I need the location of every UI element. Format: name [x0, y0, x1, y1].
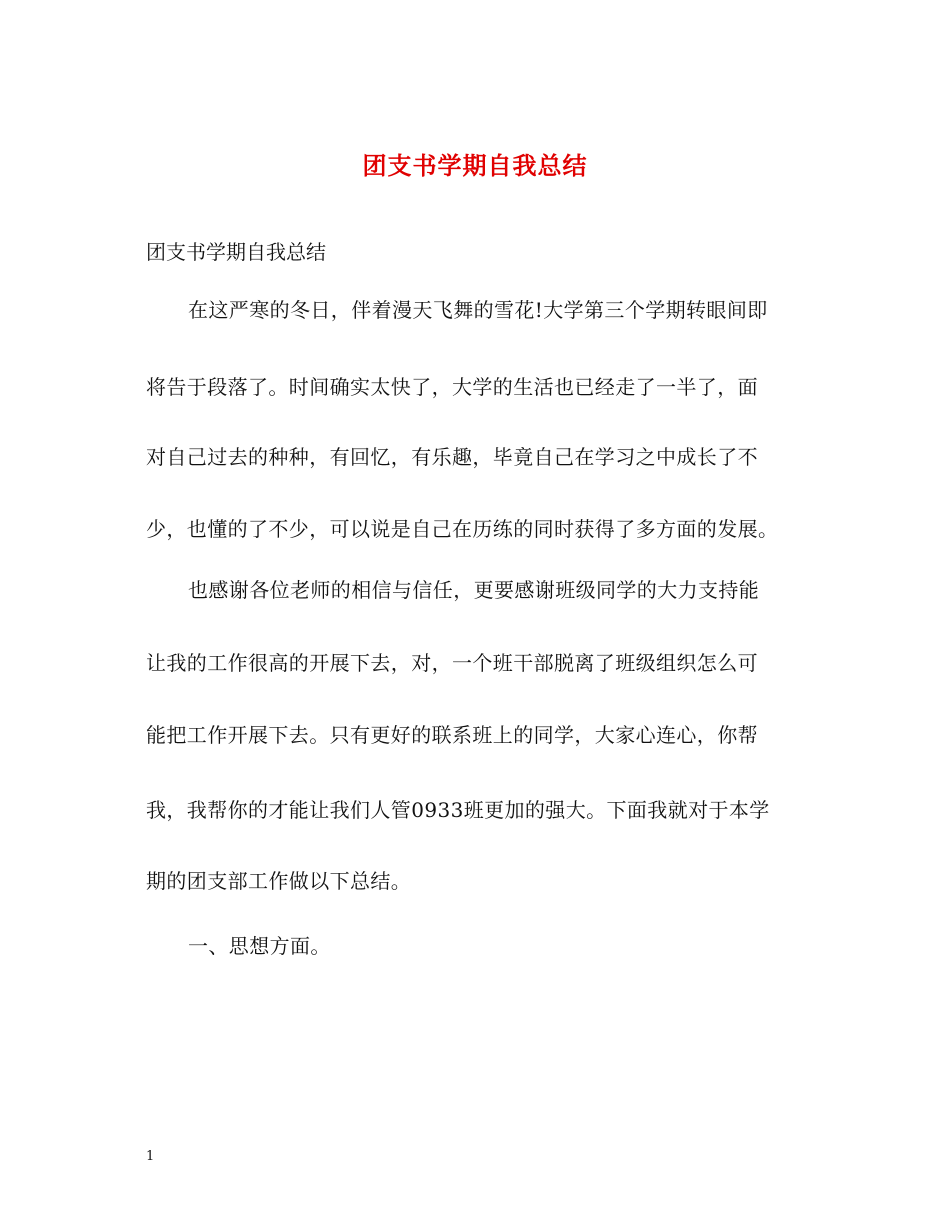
body-line-4: 少，也懂的了不少，可以说是自己在历练的同时获得了多方面的发展。: [146, 517, 779, 541]
body-line-7: 能把工作开展下去。只有更好的联系班上的同学，大家心连心，你帮: [146, 723, 758, 747]
body-line-2: 将告于段落了。时间确实太快了，大学的生活也已经走了一半了，面: [146, 375, 758, 399]
body-line-1: 在这严寒的冬日，伴着漫天飞舞的雪花!大学第三个学期转眼间即: [188, 298, 768, 322]
body-line-5: 也感谢各位老师的相信与信任，更要感谢班级同学的大力支持能: [188, 578, 760, 602]
section-heading-1: 一、思想方面。: [188, 934, 331, 958]
page-number: 1: [146, 1149, 155, 1164]
body-line-3: 对自己过去的种种，有回忆，有乐趣，毕竟自己在学习之中成长了不: [146, 445, 758, 469]
body-line-8: 我，我帮你的才能让我们人管0933班更加的强大。下面我就对于本学: [146, 798, 770, 822]
body-line-9: 期的团支部工作做以下总结。: [146, 869, 412, 893]
body-line-6: 让我的工作很高的开展下去，对，一个班干部脱离了班级组织怎么可: [146, 651, 758, 675]
document-subtitle: 团支书学期自我总结: [146, 240, 326, 264]
document-title: 团支书学期自我总结: [362, 151, 588, 180]
